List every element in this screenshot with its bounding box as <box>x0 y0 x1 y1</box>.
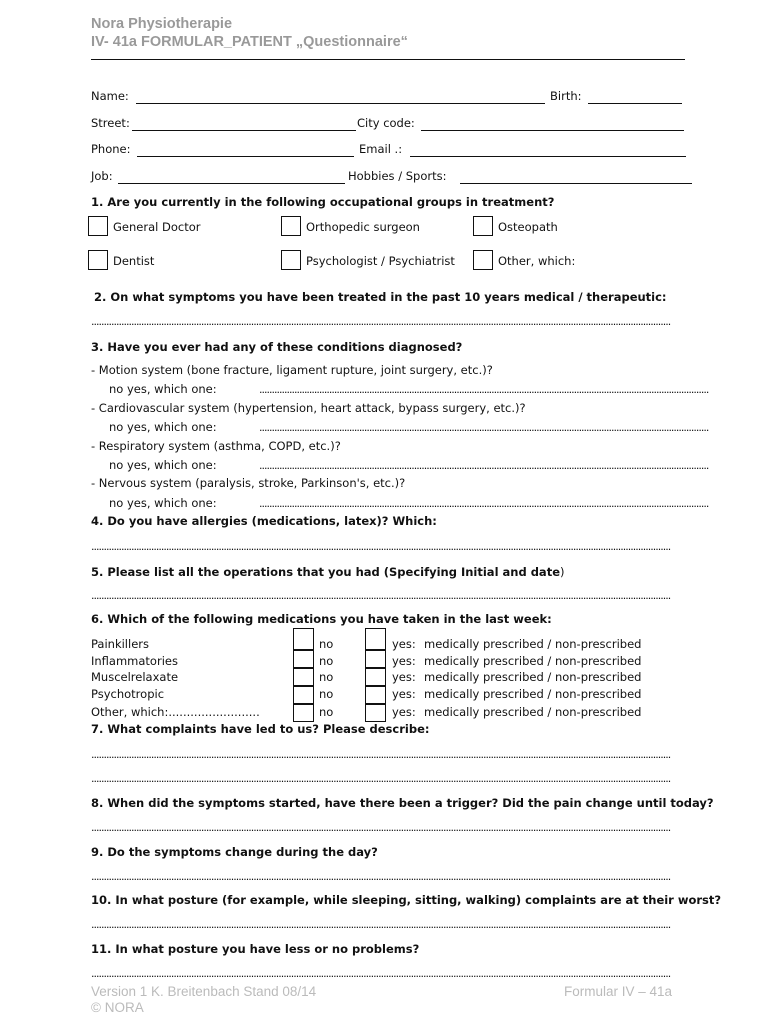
checkbox-med-yes[interactable] <box>365 686 386 704</box>
no-label: no <box>319 654 334 668</box>
footer-form-ref: Formular IV – 41a <box>564 984 673 999</box>
phone-label: Phone: <box>91 142 131 156</box>
q3-answer-line[interactable]: .................................................................................................................................................................................... <box>259 421 709 434</box>
yes-label: yes: <box>392 654 416 668</box>
q11-question: 11. In what posture you have less or no problems? <box>91 942 420 956</box>
yes-label: yes: <box>392 687 416 701</box>
birth-label: Birth: <box>550 89 582 103</box>
q3-item-nervous: - Nervous system (paralysis, stroke, Parkinson's, etc.)? <box>91 476 406 490</box>
checkbox-med-no[interactable] <box>293 650 314 668</box>
footer-version: Version 1 K. Breitenbach Stand 08/14 <box>91 984 317 999</box>
q3-answer-prefix: no yes, which one: <box>109 382 217 396</box>
no-label: no <box>319 670 334 684</box>
q5-answer-line[interactable]: ........................................................................................................................................................................................................................................ <box>91 589 671 602</box>
q5-question-close: ) <box>560 565 565 579</box>
checkbox-psychologist[interactable] <box>281 250 301 270</box>
q3-item-motion: - Motion system (bone fracture, ligament rupture, joint surgery, etc.)? <box>91 363 493 377</box>
yes-detail: medically prescribed / non-prescribed <box>424 654 642 668</box>
phone-field[interactable] <box>137 156 354 157</box>
q5-question <box>91 563 565 581</box>
checkbox-dentist[interactable] <box>88 250 108 270</box>
q7-answer-line[interactable]: ........................................................................................................................................................................................................................................ <box>91 772 671 785</box>
yes-detail: medically prescribed / non-prescribed <box>424 637 642 651</box>
q2-answer-line[interactable]: ........................................................................................................................................................................................................................................ <box>91 315 671 328</box>
q9-question: 9. Do the symptoms change during the day? <box>91 845 378 859</box>
q3-answer-line[interactable]: .................................................................................................................................................................................... <box>259 497 709 510</box>
yes-label: yes: <box>392 670 416 684</box>
yes-detail: medically prescribed / non-prescribed <box>424 670 642 684</box>
yes-label: yes: <box>392 705 416 719</box>
street-label: Street: <box>91 116 130 130</box>
med-label: Painkillers <box>91 637 149 651</box>
no-label: no <box>319 705 334 719</box>
q3-answer-line[interactable]: .................................................................................................................................................................................... <box>259 459 709 472</box>
med-label: Psychotropic <box>91 687 165 701</box>
job-field[interactable] <box>118 183 345 184</box>
checkbox-other[interactable] <box>473 250 493 270</box>
hobbies-label: Hobbies / Sports: <box>348 169 447 183</box>
checkbox-med-no[interactable] <box>293 704 314 722</box>
q9-answer-line[interactable]: ........................................................................................................................................................................................................................................ <box>91 870 671 883</box>
checkbox-osteopath[interactable] <box>473 216 493 236</box>
no-label: no <box>319 637 334 651</box>
checkbox-med-no[interactable] <box>293 628 314 650</box>
street-field[interactable] <box>132 130 356 131</box>
birth-field[interactable] <box>588 103 682 104</box>
q3-item-respiratory: - Respiratory system (asthma, COPD, etc.)? <box>91 439 341 453</box>
footer-copyright: © NORA <box>91 1000 144 1015</box>
name-label: Name: <box>91 89 129 103</box>
email-label: Email .: <box>359 142 403 156</box>
q7-answer-line[interactable]: ........................................................................................................................................................................................................................................ <box>91 748 671 761</box>
q6-question: 6. Which of the following medications you have taken in the last week: <box>91 612 552 626</box>
q8-answer-line[interactable]: ........................................................................................................................................................................................................................................ <box>91 821 671 834</box>
q10-answer-line[interactable]: ........................................................................................................................................................................................................................................ <box>91 918 671 931</box>
city-label: City code: <box>357 116 415 130</box>
med-label-other: Other, which:......................... <box>91 705 260 719</box>
yes-detail: medically prescribed / non-prescribed <box>424 705 642 719</box>
q10-question: 10. In what posture (for example, while sleeping, sitting, walking) complaints are at their worst? <box>91 893 722 907</box>
med-label: Inflammatories <box>91 654 178 668</box>
option-osteopath: Osteopath <box>498 220 558 234</box>
option-other: Other, which: <box>498 254 576 268</box>
form-title: IV- 41a FORMULAR_PATIENT „Questionnaire“ <box>91 34 408 50</box>
checkbox-med-yes[interactable] <box>365 650 386 668</box>
hobbies-field[interactable] <box>460 183 692 184</box>
med-label: Muscelrelaxate <box>91 670 179 684</box>
q11-answer-line[interactable]: ........................................................................................................................................................................................................................................ <box>91 967 671 980</box>
q8-question: 8. When did the symptoms started, have there been a trigger? Did the pain change until today? <box>91 796 714 810</box>
q3-answer-prefix: no yes, which one: <box>109 420 217 434</box>
q3-answer-prefix: no yes, which one: <box>109 496 217 510</box>
checkbox-general-doctor[interactable] <box>88 216 108 236</box>
option-dentist: Dentist <box>113 254 155 268</box>
option-psychologist: Psychologist / Psychiatrist <box>306 254 455 268</box>
city-field[interactable] <box>421 130 684 131</box>
checkbox-med-yes[interactable] <box>365 668 386 686</box>
checkbox-med-yes[interactable] <box>365 704 386 722</box>
yes-detail: medically prescribed / non-prescribed <box>424 687 642 701</box>
option-orthopedic-surgeon: Orthopedic surgeon <box>306 220 420 234</box>
q1-question: 1. Are you currently in the following occupational groups in treatment? <box>91 195 555 209</box>
q4-answer-line[interactable]: ........................................................................................................................................................................................................................................ <box>91 540 671 553</box>
q7-question: 7. What complaints have led to us? Please describe: <box>91 722 430 736</box>
checkbox-med-no[interactable] <box>293 668 314 686</box>
email-field[interactable] <box>410 156 686 157</box>
q5-question-text: 5. Please list all the operations that you had (Specifying Initial and date <box>91 565 560 579</box>
name-field[interactable] <box>136 103 545 104</box>
q3-question: 3. Have you ever had any of these conditions diagnosed? <box>91 340 463 354</box>
header-divider <box>91 59 685 60</box>
checkbox-med-no[interactable] <box>293 686 314 704</box>
yes-label: yes: <box>392 637 416 651</box>
no-label: no <box>319 687 334 701</box>
q2-question: 2. On what symptoms you have been treated in the past 10 years medical / therapeutic: <box>94 290 667 304</box>
checkbox-med-yes[interactable] <box>365 628 386 650</box>
option-general-doctor: General Doctor <box>113 220 201 234</box>
q4-question: 4. Do you have allergies (medications, latex)? Which: <box>91 514 437 528</box>
job-label: Job: <box>91 169 113 183</box>
org-name: Nora Physiotherapie <box>91 16 233 32</box>
checkbox-orthopedic-surgeon[interactable] <box>281 216 301 236</box>
q3-item-cardiovascular: - Cardiovascular system (hypertension, heart attack, bypass surgery, etc.)? <box>91 401 526 415</box>
q3-answer-prefix: no yes, which one: <box>109 458 217 472</box>
q3-answer-line[interactable]: .................................................................................................................................................................................... <box>259 383 709 396</box>
